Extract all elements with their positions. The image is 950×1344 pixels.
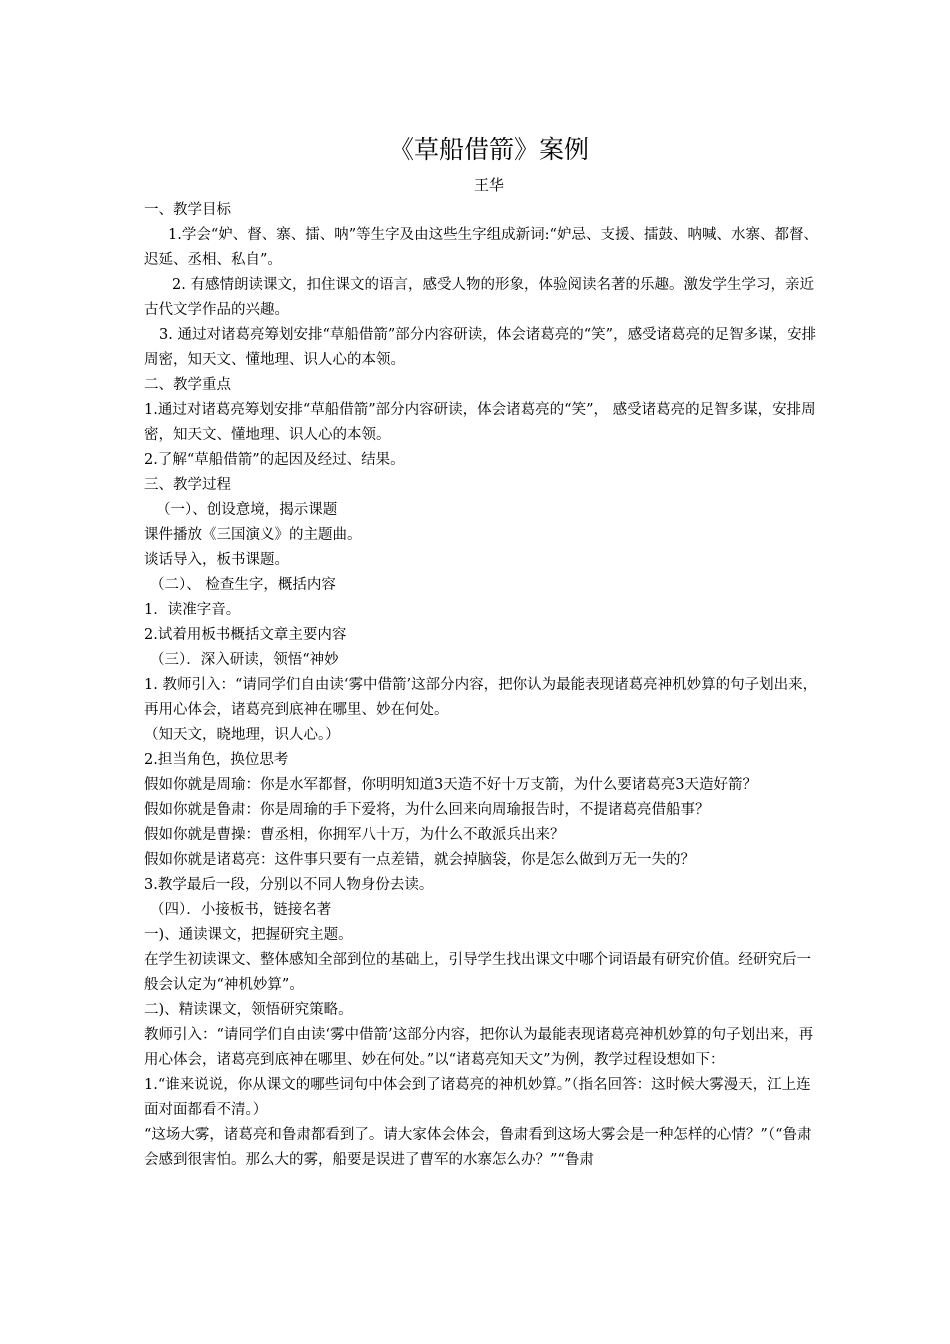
document-author: 王华 <box>473 176 504 194</box>
process-text: 1.“谁来说说，你从课文的哪些词句中体会到了诸葛亮的神机妙算。”（指名回答：这时候大雾漫天，江上连面对面都看不清。） <box>144 1077 811 1118</box>
role-question: 假如你就是曹操：曹丞相，你拥军八十万，为什么不敢派兵出来？ <box>144 827 565 843</box>
document-body <box>144 198 822 1173</box>
process-text: “这场大雾，诸葛亮和鲁肃都看到了。请大家体会体会，鲁肃看到这场大雾会是一种怎样的心情？”（“鲁肃会感到很害怕。那么大的雾，船要是误进了曹军的水寨怎么办？”“鲁肃 <box>144 1127 812 1168</box>
process-text: 2.试着用板书概括文章主要内容 <box>144 627 347 643</box>
process-text: 在学生初读课文、整体感知全部到位的基础上，引导学生找出课文中哪个词语最有研究价值。经研究后一般会认定为“神机妙算”。 <box>144 952 811 993</box>
subsection-heading-1: （一）、创设意境，揭示课题 <box>156 502 338 518</box>
role-question: 假如你就是诸葛亮：这件事只要有一点差错，就会掉脑袋，你是怎么做到万无一失的？ <box>144 852 695 868</box>
process-text: 1．读准字音。 <box>144 602 241 618</box>
role-question: 假如你就是鲁肃：你是周瑜的手下爱将，为什么回来向周瑜报告时，不提诸葛亮借船事？ <box>144 802 710 818</box>
process-text: 1. 教师引入：“请同学们自由读‘雾中借箭’这部分内容，把你认为最能表现诸葛亮神机妙算的句子划出来，再用心体会，诸葛亮到底神在哪里、妙在何处。 <box>144 677 818 718</box>
process-text: 3.教学最后一段，分别以不同人物身份去读。 <box>144 877 434 893</box>
process-text: （知天文，晓地理，识人心。） <box>144 727 340 743</box>
focus-item-1: 1.通过对诸葛亮筹划安排“草船借箭”部分内容研读，体会诸葛亮的“笑”， 感受诸葛亮的足智多谋，安排周密，知天文、懂地理、识人心的本领。 <box>144 402 816 443</box>
document-title: 《草船借箭》案例 <box>388 135 589 164</box>
section-heading-process: 三、教学过程 <box>144 477 231 493</box>
subsection-heading-3: （三）．深入研读，领悟“神妙 <box>150 652 339 668</box>
section-heading-focus: 二、教学重点 <box>144 377 231 393</box>
process-text: 二)、精读课文，领悟研究策略。 <box>144 1002 353 1018</box>
goal-item-3: 3. 通过对诸葛亮筹划安排“草船借箭”部分内容研读，体会诸葛亮的“笑”，感受诸葛亮的足智多谋，安排周密，知天文、懂地理、识人心的本领。 <box>144 327 817 368</box>
focus-item-2: 2.了解“草船借箭”的起因及经过、结果。 <box>144 452 405 468</box>
process-text: 2.担当角色，换位思考 <box>144 752 289 768</box>
role-question: 假如你就是周瑜：你是水军都督，你明明知道3天造不好十万支箭，为什么要诸葛亮3天造好箭？ <box>144 777 757 793</box>
subsection-heading-2: （二）、 检查生字，概括内容 <box>150 577 336 593</box>
subsection-heading-4: （四）．小接板书，链接名著 <box>150 902 332 918</box>
process-text: 谈话导入，板书课题。 <box>144 552 289 568</box>
process-text: 课件播放《三国演义》的主题曲。 <box>144 527 362 543</box>
goal-item-2: 2. 有感情朗读课文，扣住课文的语言，感受人物的形象，体验阅读名著的乐趣。激发学生学习，亲近古代文学作品的兴趣。 <box>144 277 814 318</box>
process-text: 一)、通读课文，把握研究主题。 <box>144 927 353 943</box>
goal-item-1: 1.学会“妒、督、寨、擂、呐”等生字及由这些生字组成新词:“妒忌、支援、擂鼓、呐喊、水寨、都督、迟延、丞相、私自”。 <box>144 227 818 268</box>
section-heading-goals: 一、教学目标 <box>144 202 231 218</box>
process-text: 教师引入：“请同学们自由读‘雾中借箭’这部分内容，把你认为最能表现诸葛亮神机妙算的句子划出来，再用心体会，诸葛亮到底神在哪里、妙在何处。”以“诸葛亮知天文”为例，教学过程设想如下： <box>144 1027 814 1068</box>
